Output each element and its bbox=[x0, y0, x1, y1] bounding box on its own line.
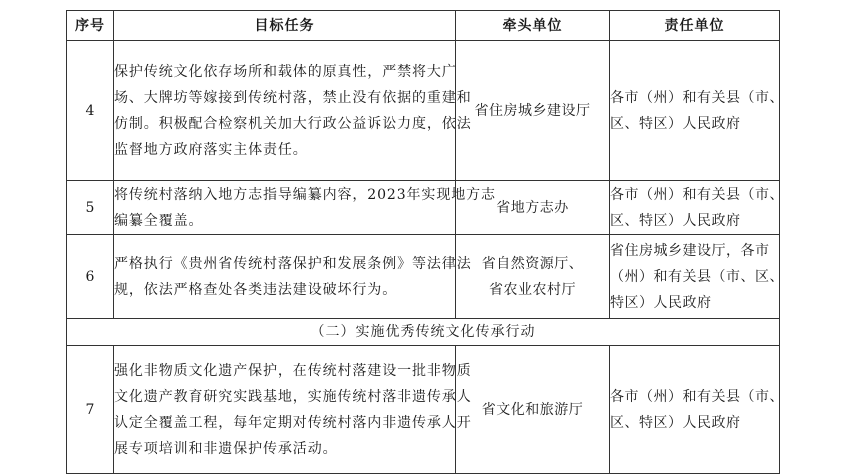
resp-line: 区、特区）人民政府 bbox=[610, 414, 741, 431]
table-header-row bbox=[67, 11, 780, 41]
task-cell bbox=[114, 41, 472, 181]
row-number: 4 bbox=[67, 41, 114, 181]
task-table bbox=[66, 10, 784, 474]
lead-line: 省文化和旅游厅 bbox=[481, 401, 584, 418]
task-line: 编纂全覆盖。 bbox=[114, 212, 204, 229]
resp-line: 各市（州）和有关县（市、 bbox=[610, 89, 784, 106]
table-row bbox=[67, 235, 780, 319]
task-line: 认定全覆盖工程，每年定期对传统村落内非遗传承人开 bbox=[114, 414, 472, 431]
resp-cell bbox=[610, 41, 784, 181]
lead-line: 省住房城乡建设厅 bbox=[474, 102, 591, 119]
table-row bbox=[67, 346, 780, 474]
resp-line: 各市（州）和有关县（市、 bbox=[610, 186, 784, 203]
resp-line: 特区）人民政府 bbox=[610, 294, 712, 311]
task-line: 文化遗产教育研究实践基地，实施传统村落非遗传承人 bbox=[114, 388, 472, 405]
task-line: 仿制。积极配合检察机关加大行政公益诉讼力度，依法 bbox=[114, 115, 472, 132]
header-resp: 责任单位 bbox=[610, 11, 780, 41]
task-line: 规，依法严格查处各类违法建设破坏行为。 bbox=[114, 281, 398, 298]
task-line: 展专项培训和非遗保护传承活动。 bbox=[114, 440, 338, 457]
table-row bbox=[67, 41, 780, 181]
resp-line: 各市（州）和有关县（市、 bbox=[610, 388, 784, 405]
lead-line: 省自然资源厅、 bbox=[481, 255, 584, 272]
resp-cell bbox=[610, 235, 784, 319]
task-line: 强化非物质文化遗产保护，在传统村落建设一批非物质 bbox=[114, 362, 472, 379]
resp-cell bbox=[610, 346, 784, 474]
resp-line: （州）和有关县（市、区、 bbox=[610, 268, 784, 285]
task-line: 监督地方政府落实主体责任。 bbox=[114, 141, 308, 158]
lead-cell bbox=[456, 235, 610, 319]
task-cell bbox=[114, 181, 496, 235]
lead-cell bbox=[456, 41, 610, 181]
header-no: 序号 bbox=[67, 11, 114, 41]
lead-line: 省农业农村厅 bbox=[489, 281, 576, 298]
lead-cell bbox=[456, 346, 610, 474]
resp-line: 区、特区）人民政府 bbox=[610, 115, 741, 132]
table-row bbox=[67, 181, 780, 235]
header-lead: 牵头单位 bbox=[456, 11, 610, 41]
task-cell bbox=[114, 346, 472, 474]
section-heading: （二）实施优秀传统文化传承行动 bbox=[67, 319, 780, 346]
section-row bbox=[67, 319, 780, 346]
resp-line: 省住房城乡建设厅，各市 bbox=[610, 242, 770, 259]
row-number: 7 bbox=[67, 346, 114, 474]
task-cell bbox=[114, 235, 472, 319]
row-number: 6 bbox=[67, 235, 114, 319]
task-line: 场、大牌坊等嫁接到传统村落，禁止没有依据的重建和 bbox=[114, 89, 472, 106]
resp-cell bbox=[610, 181, 784, 235]
lead-line: 省地方志办 bbox=[496, 199, 569, 216]
task-line: 将传统村落纳入地方志指导编纂内容，2023年实现地方志 bbox=[114, 186, 496, 203]
resp-line: 区、特区）人民政府 bbox=[610, 212, 741, 229]
header-task: 目标任务 bbox=[114, 11, 456, 41]
task-line: 严格执行《贵州省传统村落保护和发展条例》等法律法 bbox=[114, 255, 472, 272]
row-number: 5 bbox=[67, 181, 114, 235]
task-line: 保护传统文化依存场所和载体的原真性，严禁将大广 bbox=[114, 63, 457, 80]
